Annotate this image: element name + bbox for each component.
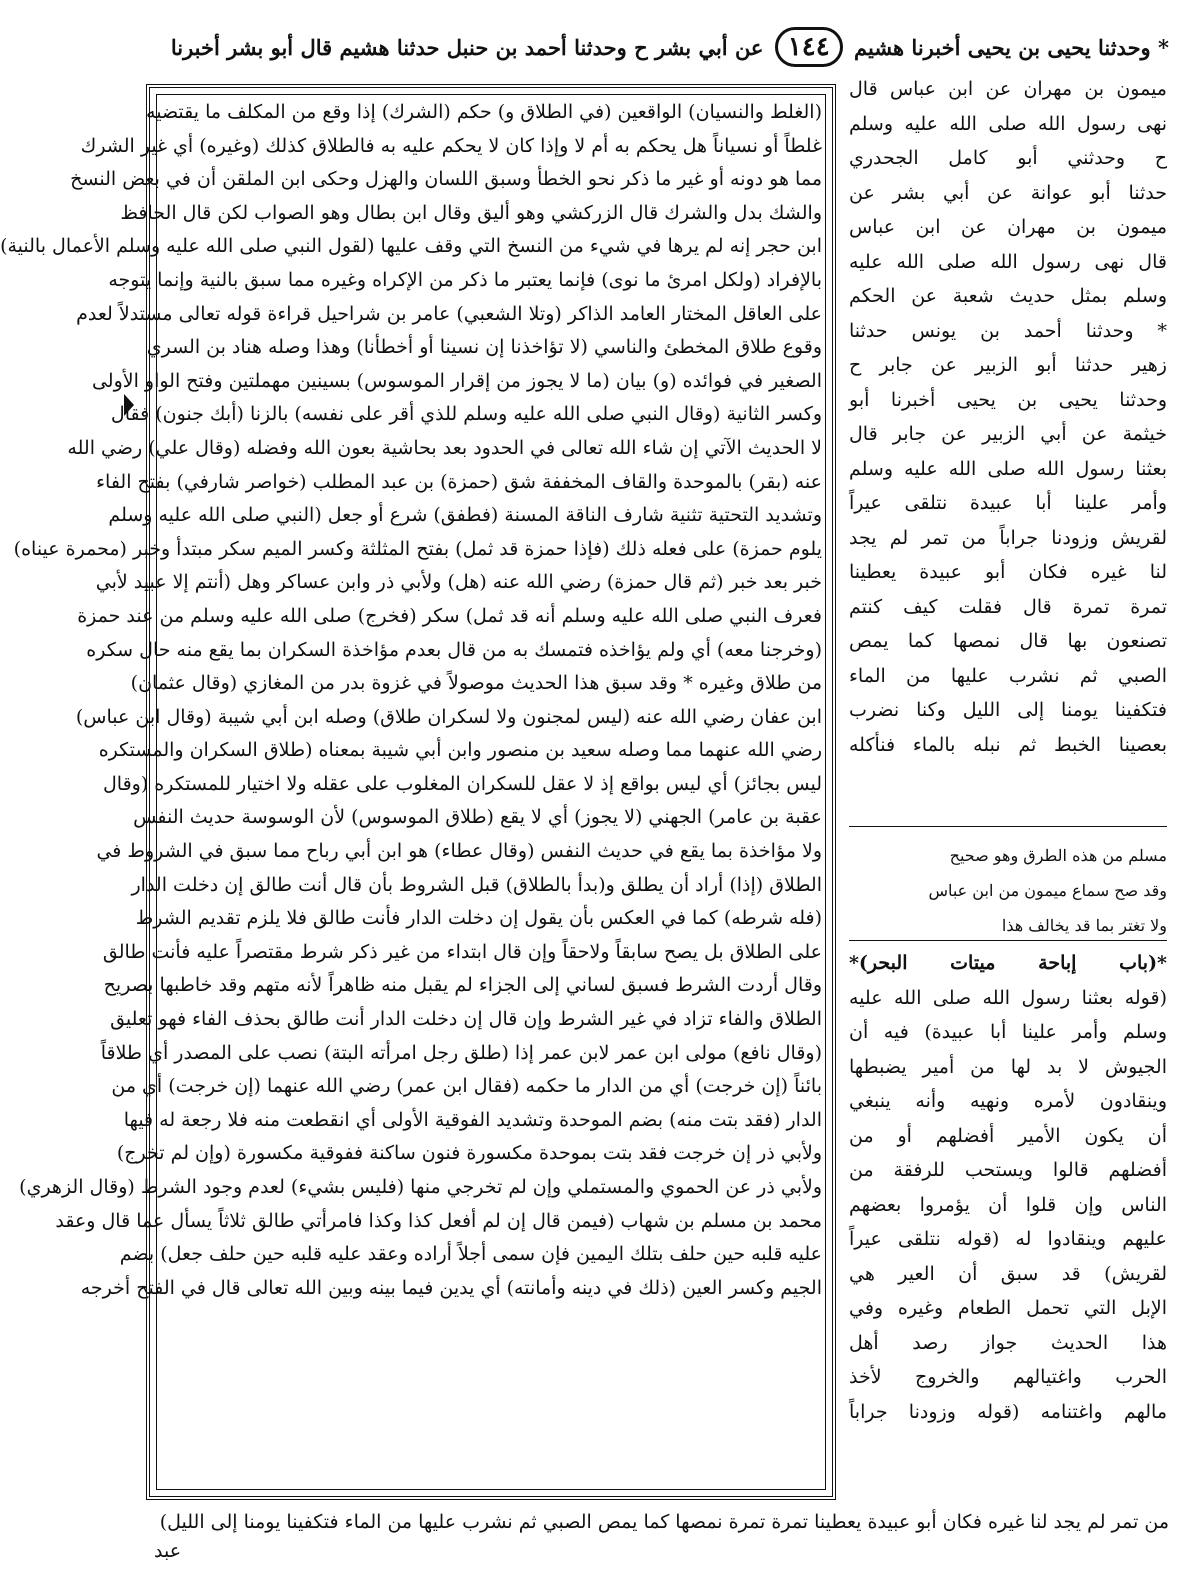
commentary-line: عنه (بقر) بالموحدة والقاف المخففة شق (حمزة) بن عبد المطلب (خواصر شارفي) بفتح الفاء: [96, 470, 822, 493]
main-text-line: تمرة تمرة قال فقلت كيف كنتم: [849, 595, 1167, 618]
commentary-text: [0, 96, 822, 1490]
notes-column: [849, 946, 1167, 1496]
main-text-line: لنا غيره فكان أبو عبيدة يعطينا: [849, 561, 1167, 583]
main-text-line: زهير حدثنا أبو الزبير عن جابر ح: [849, 354, 1167, 376]
commentary-line: يلوم حمزة) على فعله ذلك (فإذا حمزة قد ثمل) بفتح المثلثة وكسر الميم سكر مبتدأ وخبر (محمرة عيناه): [13, 537, 822, 560]
header-text-end: عن أبي بشر ح وحدثنا أحمد بن حنبل حدثنا هشيم قال أبو بشر أخبرنا: [170, 35, 764, 60]
main-text-line: فتكفينا يومنا إلى الليل وكنا نضرب: [849, 699, 1167, 721]
commentary-line: بائناً (إن خرجت) أي من الدار ما حكمه (فقال ابن عمر) رضي الله عنهما (إن خرجت) أي من: [111, 1075, 822, 1098]
commentary-line: ولا مؤاخذة بما يقع في حديث النفس (وقال عطاء) هو ابن أبي رباح مما سبق في الشروط في: [96, 840, 822, 863]
main-text-line: مسلم من هذه الطرق وهو صحيح: [949, 846, 1167, 865]
commentary-line: (وقال نافع) مولى ابن عمر لابن عمر إذا (طلق رجل امرأته البتة) نصب على المصدر أي طلاقاً: [100, 1041, 822, 1064]
commentary-line: ولأبي ذر عن الحموي والمستملي وإن لم تخرجي منها (فليس بشيء) لعدم وجود الشرط (وقال الزهري): [19, 1176, 822, 1198]
notes-line: لقريش) قد سبق أن العير هي: [849, 1262, 1167, 1285]
commentary-line: ابن عفان رضي الله عنه (ليس لمجنون ولا لسكران طلاق) وصله ابن أبي شيبة (وقال ابن عباس): [75, 705, 822, 728]
commentary-line: بالإفراد (ولكل امرئ ما نوى) فإنما يعتبر ما ذكر من الإكراه وغيره مما سبق بالنية وإنما يتوجه: [108, 268, 822, 291]
column-divider-rule: [849, 826, 1167, 827]
commentary-line: (الغلط والنسيان) الواقعين (في الطلاق و) حكم (الشرك) إذا وقع من المكلف ما يقتضيه: [146, 101, 822, 123]
page-header: [150, 22, 1169, 74]
main-text-line: لقريش وزودنا جراباً من تمر لم يجد: [849, 526, 1167, 549]
commentary-line: من طلاق وغيره * وقد سبق هذا الحديث موصولاً في غزوة بدر من المغازي (وقال عثمان): [130, 672, 822, 695]
commentary-line: ليس بجائز) أي ليس بواقع إذ لا عقل للسكران المغلوب على عقله ولا اختيار للمستكره (وقال: [103, 772, 822, 795]
commentary-line: (فله شرطه) كما في العكس بأن يقول إن دخلت الدار فأنت طالق فلا يلزم تقديم الشرط: [135, 907, 822, 930]
commentary-frame: [0, 84, 836, 1500]
commentary-line: غلطاً أو نسياناً هل يحكم به أم لا وإذا كان لا يحكم عليه به فالطلاق كذلك (وغيره) أي غير الشرك: [80, 134, 822, 157]
commentary-line: وتشديد التحتية تثنية شارف الناقة المسنة (فطفق) شرع أو جعل (النبي صلى الله عليه وسلم: [108, 504, 822, 527]
commentary-line: على الطلاق بل يصح سابقاً ولاحقاً وإن قال ابتداء من غير ذكر شرط مقتصراً عليه فأنت طالق: [102, 940, 822, 963]
main-text-line: نهى رسول الله صلى الله عليه وسلم: [849, 112, 1167, 135]
main-text-line: خيثمة عن أبي الزبير عن جابر قال: [849, 423, 1167, 445]
commentary-line: فعرف النبي صلى الله عليه وسلم أنه قد ثمل) سكر (فخرج) صلى الله عليه وسلم من عند حمزة: [77, 604, 822, 627]
main-text-line: ح وحدثني أبو كامل الجحدري: [849, 147, 1167, 169]
main-text-continuation: [849, 830, 1167, 940]
main-text-line: الصبي ثم نشرب عليها من الماء: [849, 664, 1167, 687]
notes-line: الناس وإن قلوا أن يؤمروا بعضهم: [849, 1193, 1167, 1216]
main-text-line: بعثنا رسول الله صلى الله عليه وسلم: [849, 457, 1167, 480]
commentary-line: خبر بعد خبر (ثم قال حمزة) رضي الله عنه (هل) ولأبي ذر وابن عساكر وهل (أنتم إلا عبيد لأبي: [95, 571, 822, 594]
commentary-line: ولأبي ذر إن خرجت فقد بتت بموحدة مكسورة فنون ساكنة ففوقية مكسورة (وإن لم تخرج): [116, 1142, 822, 1165]
main-text-column: [849, 72, 1167, 812]
commentary-line: وقوع طلاق المخطئ والناسي (لا تؤاخذنا إن نسينا أو أخطأنا) وهذا وصله هناد بن السري: [146, 336, 822, 359]
catchword: عبد: [154, 1540, 182, 1562]
notes-line: أفضلهم قالوا ويستحب للرفقة من: [849, 1159, 1167, 1181]
commentary-line: الطلاق والفاء تزاد في غير الشرط وإن قال إن دخلت الدار أنت طالق بحذف الفاء فهو تعليق: [110, 1008, 822, 1031]
commentary-line: الصغير في فوائده (و) بيان (ما لا يجوز من إقرار الموسوس) بسينين مهملتين وفتح الواو الأولى: [91, 369, 822, 392]
page-number: ١٤٤: [775, 27, 843, 67]
chapter-heading: *(باب إباحة ميتات البحر)*: [849, 952, 1167, 974]
commentary-line: محمد بن مسلم بن شهاب (فيمن قال إن لم أفعل كذا وكذا فامرأتي طالق ثلاثاً يسأل عما قال وعقد: [55, 1209, 822, 1232]
commentary-line: وقال أردت الشرط فسبق لساني إلى الجزاء لم يقبل منه ظاهراً لأنه متهم وقد خاطبها بصريح: [103, 974, 822, 997]
commentary-line: الجيم وكسر العين (ذلك في دينه وأمانته) أي يدين فيما بينه وبين الله تعالى قال في الفتح أخرجه: [80, 1276, 822, 1299]
main-text-line: ميمون بن مهران عن ابن عباس قال: [849, 78, 1167, 100]
notes-line: وينقادون لأمره ونهيه وأنه ينبغي: [849, 1090, 1167, 1112]
main-text-line: وأمر علينا أبا عبيدة نتلقى عيراً: [849, 492, 1167, 514]
main-text-line: وقد صح سماع ميمون من ابن عباس: [928, 881, 1167, 900]
notes-line: وسلم وأمر علينا أبا عبيدة) فيه أن: [849, 1021, 1167, 1043]
commentary-line: مما هو دونه أو غير ما ذكر نحو الخطأ وسبق اللسان والهزل وحكى ابن الملقن أن في بعض النسخ: [70, 168, 822, 191]
main-text-line: * وحدثنا أحمد بن يونس حدثنا: [849, 319, 1167, 342]
main-text-line: بعصينا الخبط ثم نبله بالماء فنأكله: [849, 733, 1167, 756]
main-text-line: وسلم بمثل حديث شعبة عن الحكم: [849, 285, 1167, 307]
commentary-line: ابن حجر إنه لم يرها في شيء من النسخ التي وقف عليها (لقول النبي صلى الله عليه وسلم الأعمال بالنية): [0, 235, 822, 258]
notes-line: الحرب واغتيالهم والخروج لأخذ: [849, 1366, 1167, 1388]
main-text-line: تصنعون بها قال نمصها كما يمص: [849, 630, 1167, 652]
commentary-line: رضي الله عنهما مما وصله سعيد بن منصور وابن أبي شيبة بمعناه (طلاق السكران والمستكره: [98, 739, 822, 762]
notes-line: هذا الحديث جواز رصد أهل: [849, 1331, 1167, 1354]
notes-line: الإبل التي تحمل الطعام وغيره وفي: [849, 1297, 1167, 1319]
main-text-line: ولا تغتر بما قد يخالف هذا: [1001, 916, 1167, 935]
notes-divider-rule: [849, 940, 1167, 941]
commentary-line: على العاقل المختار العامد الذاكر (وتلا الشعبي) عامر بن شراحيل قراءة قوله تعالى مستدلاً لعدم: [76, 302, 822, 325]
commentary-line: والشك بدل والشرك قال الزركشي وهو أليق وقال ابن بطال وهو الصواب لكن قال الحافظ: [120, 201, 822, 224]
notes-line: مالهم واغتنامه (قوله وزودنا جراباً: [849, 1400, 1167, 1423]
commentary-line: الدار (فقد بتت منه) بضم الموحدة وتشديد الفوقية الأولى أي انقطعت منه فلا رجعة له فيها: [123, 1108, 822, 1131]
commentary-line: وكسر الثانية (وقال النبي صلى الله عليه وسلم للذي أقر على نفسه) بالزنا (أبك جنون) فقال: [110, 403, 822, 426]
notes-line: أن يكون الأمير أفضلهم أو من: [849, 1124, 1167, 1147]
main-text-line: قال نهى رسول الله صلى الله عليه: [849, 250, 1167, 273]
commentary-line: لا الحديث الآتي إن شاء الله تعالى في الحدود بعد بحاشية بعون الله وفضله (وقال علي) رضي الله: [67, 436, 822, 459]
main-text-line: وحدثنا يحيى بن يحيى أخبرنا أبو: [849, 388, 1167, 411]
main-text-line: ميمون بن مهران عن ابن عباس: [849, 216, 1167, 238]
page-footer-line: من تمر لم يجد لنا غيره فكان أبو عبيدة يعطينا تمرة تمرة نمصها كما يمص الصبي ثم نشرب عليها من الماء فتكفينا يومنا إلى الليل): [159, 1511, 1169, 1533]
commentary-line: عقبة بن عامر) الجهني (لا يجوز) أي لا يقع (طلاق الموسوس) لأن الوسوسة حديث النفس: [133, 806, 822, 829]
header-text-start: * وحدثنا يحيى بن يحيى أخبرنا هشيم: [854, 35, 1169, 60]
commentary-line: الطلاق (إذا) أراد أن يطلق و(بدأ بالطلاق) قبل الشروط بأن قال أنت طالق إن دخلت الدار: [131, 873, 822, 896]
main-text-line: حدثنا أبو عوانة عن أبي بشر عن: [849, 181, 1167, 204]
notes-line: الجيوش لا بد لها من أمير يضبطها: [849, 1055, 1167, 1078]
notes-text: [849, 981, 1167, 1430]
commentary-line: (وخرجنا معه) أي ولم يؤاخذه فتمسك به من قال بعدم مؤاخذة السكران بما يقع منه حال سكره: [86, 638, 822, 661]
notes-line: (قوله بعثنا رسول الله صلى الله عليه: [849, 986, 1167, 1009]
commentary-line: عليه قلبه حين حلف بتلك اليمين فإن سمى أجلاً أراده وعقد عليه قلبه حين حلف جعل) بضم: [119, 1243, 822, 1266]
notes-line: عليهم وينقادوا له (قوله نتلقى عيراً: [849, 1228, 1167, 1250]
